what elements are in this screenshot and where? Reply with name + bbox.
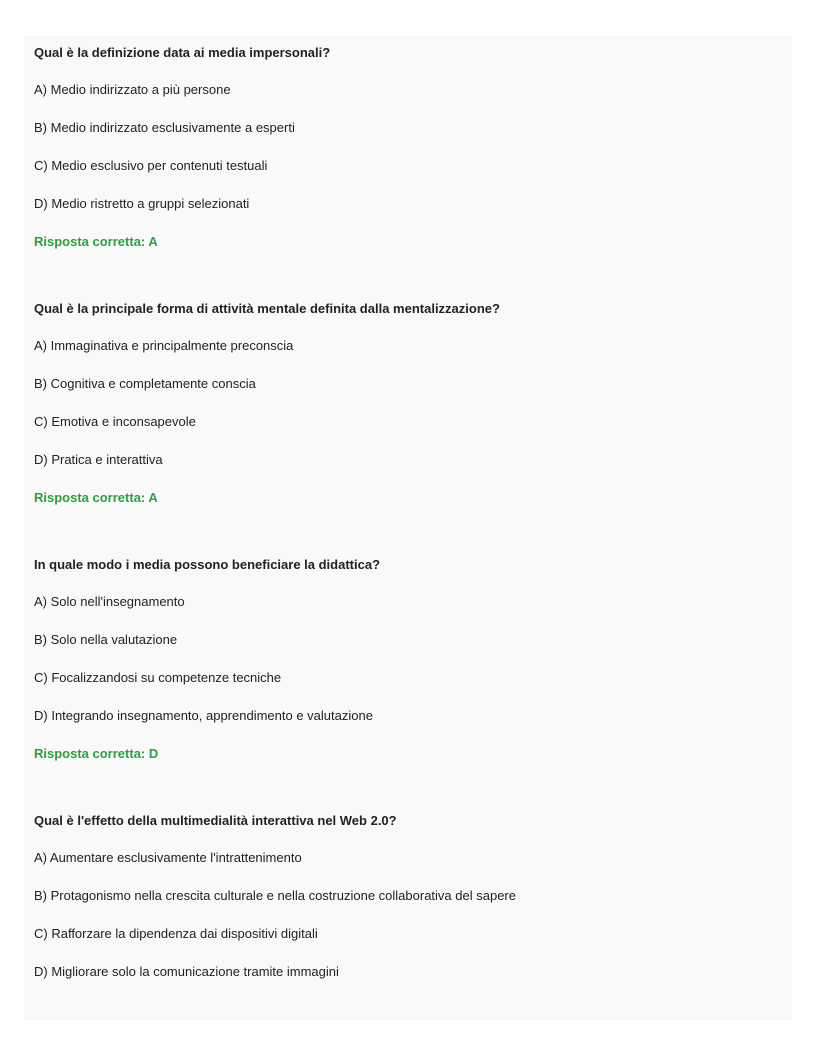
question-block: [34, 557, 782, 761]
answer-option-b: B) Solo nella valutazione: [34, 632, 178, 647]
answer-option-a: A) Immaginativa e principalmente preconscia: [34, 338, 294, 353]
answer-option-b: B) Protagonismo nella crescita culturale e nella costruzione collaborativa del sapere: [34, 888, 516, 903]
answer-option-a: A) Solo nell'insegnamento: [34, 594, 185, 609]
quiz-page: [24, 36, 792, 1020]
answer-option-c: C) Medio esclusivo per contenuti testuali: [34, 158, 268, 173]
answer-option-b: B) Medio indirizzato esclusivamente a esperti: [34, 120, 295, 135]
answer-option-d: D) Medio ristretto a gruppi selezionati: [34, 196, 250, 211]
answer-option-c: C) Focalizzandosi su competenze tecniche: [34, 670, 282, 685]
question-title: Qual è la definizione data ai media impersonali?: [34, 45, 331, 60]
question-title: Qual è l'effetto della multimedialità interattiva nel Web 2.0?: [34, 813, 397, 828]
correct-answer: Risposta corretta: A: [34, 490, 158, 505]
question-title: In quale modo i media possono beneficiare la didattica?: [34, 557, 381, 572]
answer-option-d: D) Pratica e interattiva: [34, 452, 163, 467]
correct-answer: Risposta corretta: D: [34, 746, 159, 761]
answer-option-c: C) Emotiva e inconsapevole: [34, 414, 196, 429]
answer-option-b: B) Cognitiva e completamente conscia: [34, 376, 256, 391]
correct-answer: Risposta corretta: A: [34, 234, 158, 249]
answer-option-a: A) Aumentare esclusivamente l'intrattenimento: [34, 850, 302, 865]
question-block: [34, 45, 782, 249]
answer-option-d: D) Integrando insegnamento, apprendimento e valutazione: [34, 708, 373, 723]
question-block: [34, 301, 782, 505]
answer-option-c: C) Rafforzare la dipendenza dai dispositivi digitali: [34, 926, 318, 941]
answer-option-d: D) Migliorare solo la comunicazione tramite immagini: [34, 964, 339, 979]
question-title: Qual è la principale forma di attività mentale definita dalla mentalizzazione?: [34, 301, 500, 316]
answer-option-a: A) Medio indirizzato a più persone: [34, 82, 231, 97]
question-block: [34, 813, 782, 979]
